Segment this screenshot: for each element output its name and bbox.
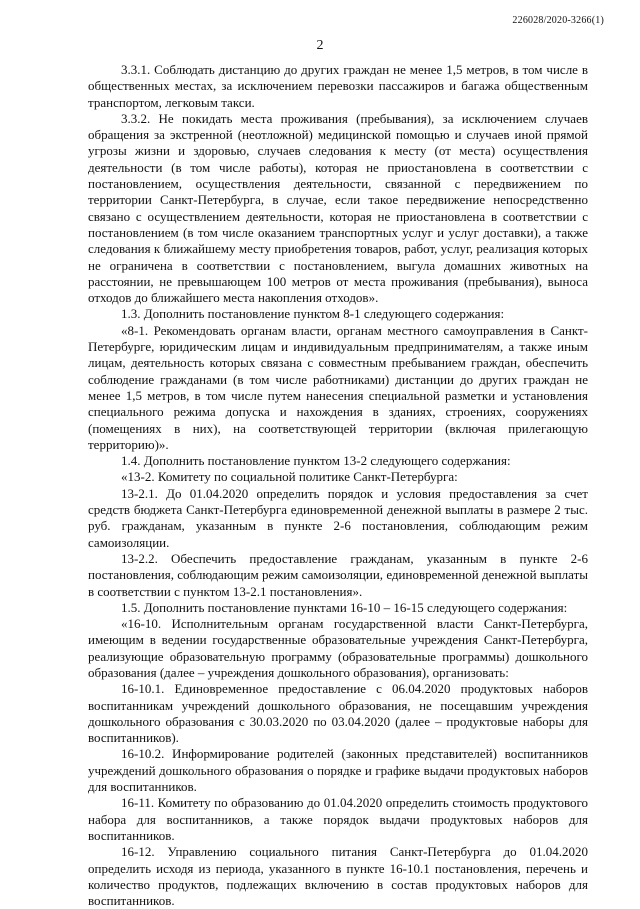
document-body <box>88 62 588 909</box>
paragraph-16-10: «16-10. Исполнительным органам государственной власти Санкт-Петербурга, имеющим в ведении государственные образовательные учреждения Санкт-Петербурга, реализующие образовательную программу (образовательные программы) дошкольного образования (далее – учреждения дошкольного образования), организовать: <box>88 616 588 680</box>
page-number: 2 <box>316 38 324 53</box>
document-id: 226028/2020-3266(1) <box>512 15 604 26</box>
paragraph-13-2: «13-2. Комитету по социальной политике Санкт-Петербурга: <box>121 469 458 485</box>
paragraph-16-11: 16-11. Комитету по образованию до 01.04.2020 определить стоимость продуктового набора для воспитанников, а также порядок выдачи продуктовых наборов для воспитанников. <box>88 795 588 843</box>
paragraph-1-3: 1.3. Дополнить постановление пунктом 8-1 следующего содержания: <box>121 306 505 322</box>
paragraph-13-2-2: 13-2.2. Обеспечить предоставление гражданам, указанным в пункте 2-6 постановления, соблюдающим режим самоизоляции, единовременной денежной выплаты в соответствии с пунктом 13-2.1 постановления». <box>88 550 588 599</box>
paragraph-3-3-1: 3.3.1. Соблюдать дистанцию до других граждан не менее 1,5 метров, в том числе в общественных местах, за исключением перевозки пассажиров и багажа общественным транспортом, легковым такси. <box>88 62 588 110</box>
paragraph-1-4: 1.4. Дополнить постановление пунктом 13-2 следующего содержания: <box>121 453 511 469</box>
paragraph-16-10-1: 16-10.1. Единовременное предоставление с 06.04.2020 продуктовых наборов воспитанникам учреждений дошкольного образования, не посещавшим учреждения дошкольного образования с 30.03.2020 по 03.04.2020 (далее – продуктовые наборы для воспитанников). <box>88 681 588 746</box>
paragraph-16-12: 16-12. Управлению социального питания Санкт-Петербурга до 01.04.2020 определить исходя из периода, указанного в пункте 16-10.1 постановления, перечень и количество продуктов, подлежащих включению в состав продуктовых наборов для воспитанников. <box>88 844 588 909</box>
paragraph-1-5: 1.5. Дополнить постановление пунктами 16-10 – 16-15 следующего содержания: <box>121 599 568 615</box>
paragraph-13-2-1: 13-2.1. До 01.04.2020 определить порядок и условия предоставления за счет средств бюджета Санкт-Петербурга единовременной денежной выплаты в размере 2 тыс. руб. гражданам, указанным в пункте 2-6 постановления, соблюдающим режим самоизоляции. <box>88 485 588 550</box>
paragraph-16-10-2: 16-10.2. Информирование родителей (законных представителей) воспитанников учреждений дошкольного образования о порядке и графике выдачи продуктовых наборов для воспитанников. <box>88 746 588 795</box>
paragraph-8-1: «8-1. Рекомендовать органам власти, органам местного самоуправления в Санкт-Петербурге, юридическим лицам и индивидуальным предпринимателям, а также иным лицам, деятельность которых связана с совместным пребыванием граждан, обеспечить соблюдение гражданами (в том числе работниками) дистанции до других граждан не менее 1,5 метров, в том числе путем нанесения специальной разметки и установления специального режима допуска и нахождения в зданиях, строениях, сооружениях (помещениях в них), на соответствующей территории (включая прилегающую территорию)». <box>88 322 588 452</box>
paragraph-3-3-2: 3.3.2. Не покидать места проживания (пребывания), за исключением случаев обращения за экстренной (неотложной) медицинской помощью и случаев иной прямой угрозы жизни и здоровью, случаев следования к месту (от места) осуществления деятельности (в том числе работы), которая не приостановлена в соответствии с постановлением, осуществления деятельности, связанной с передвижением по территории Санкт-Петербурга, в случае, если такое передвижение непосредственно связано с осуществлением деятельности, которая не приостановлена в соответствии с постановлением (в том числе оказанием транспортных услуг и услуг доставки), а также следования к ближайшему месту приобретения товаров, работ, услуг, реализация которых не ограничена в соответствии с постановлением, выгула домашних животных на расстоянии, не превышающем 100 метров от места проживания (пребывания), выноса отходов до ближайшего места накопления отходов». <box>88 110 588 306</box>
